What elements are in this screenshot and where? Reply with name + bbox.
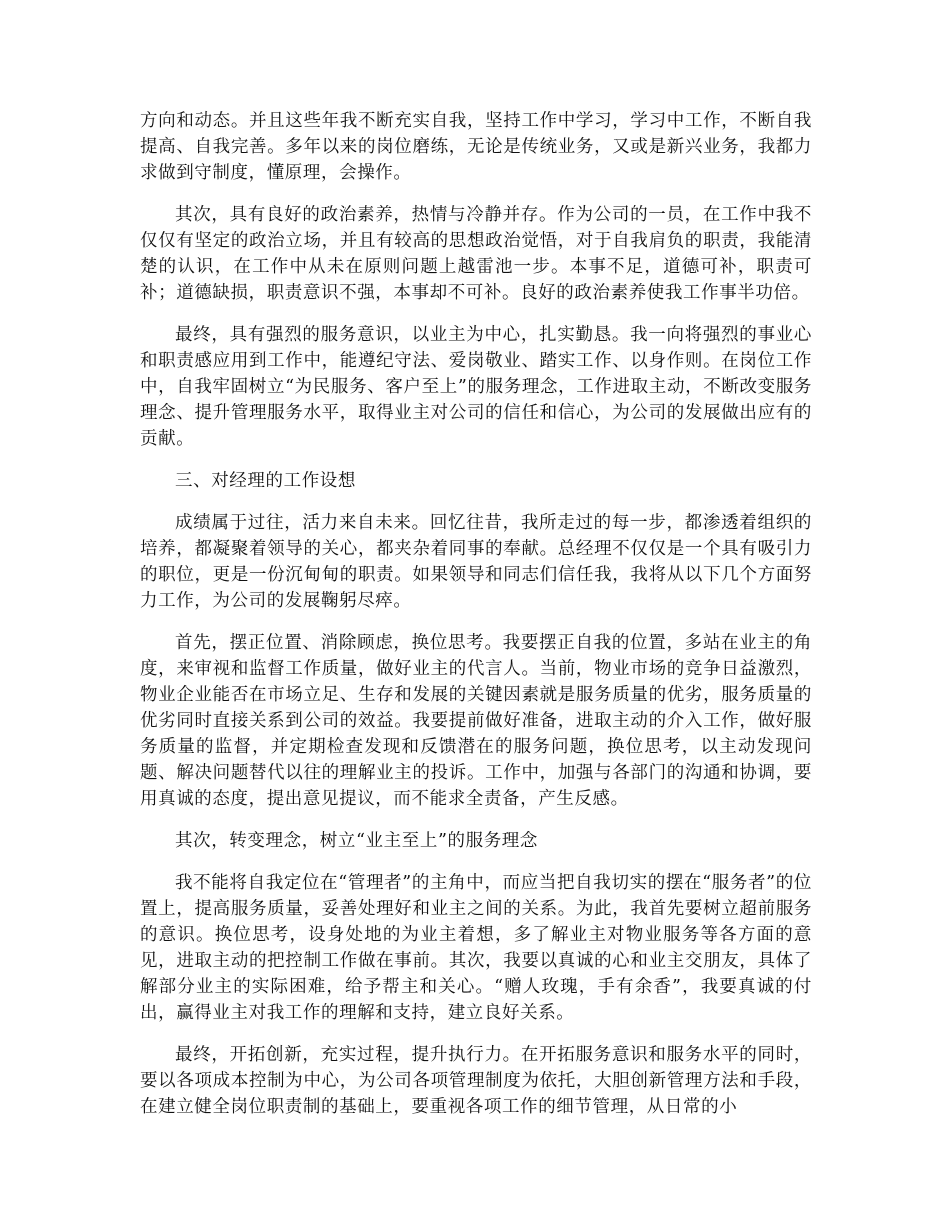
section-heading-work-plan: 三、对经理的工作设想 (175, 471, 356, 491)
paragraph-innovation: 最终，开拓创新，充实过程，提升执行力。在开拓服务意识和服务水平的同时，要以各项成本控制为中心，为公司各项管理制度为依托，大胆创新管理方法和手段，在建立健全岗位职责制的基础上，要重视各项工作的细节管理，从日常的小 (140, 1045, 812, 1117)
paragraph-continuation: 方向和动态。并且这些年我不断充实自我，坚持工作中学习，学习中工作，不断自我提高、自我完善。多年以来的岗位磨练，无论是传统业务，又或是新兴业务，我都力求做到守制度，懂原理，会操作。 (140, 111, 812, 183)
document-body (140, 108, 812, 1136)
paragraph-position-thinking: 首先，摆正位置、消除顾虑，换位思考。我要摆正自我的位置，多站在业主的角度，来审视和监督工作质量，做好业主的代言人。当前，物业市场的竞争日益激烈，物业企业能否在市场立足、生存和发展的关键因素就是服务质量的优劣，服务质量的优劣同时直接关系到公司的效益。我要提前做好准备，进取主动的介入工作，做好服务质量的监督，并定期检查发现和反馈潜在的服务问题，换位思考，以主动发现问题、解决问题替代以往的理解业主的投诉。工作中，加强与各部门的沟通和协调，要用真诚的态度，提出意见提议，而不能求全责备，产生反感。 (140, 633, 812, 809)
paragraph-concept-subheading: 其次，转变理念，树立“业主至上”的服务理念 (175, 831, 538, 851)
paragraph-service-awareness: 最终，具有强烈的服务意识，以业主为中心，扎实勤恳。我一向将强烈的事业心和职责感应用到工作中，能遵纪守法、爱岗敬业、踏实工作、以身作则。在岗位工作中，自我牢固树立“为民服务、客户至上”的服务理念，工作进取主动，不断改变服务理念、提升管理服务水平，取得业主对公司的信任和信心，为公司的发展做出应有的贡献。 (140, 325, 812, 449)
paragraph-political-quality: 其次，具有良好的政治素养，热情与冷静并存。作为公司的一员，在工作中我不仅仅有坚定的政治立场，并且有较高的思想政治觉悟，对于自我肩负的职责，我能清楚的认识，在工作中从未在原则问题上越雷池一步。本事不足，道德可补，职责可补；道德缺损，职责意识不强，本事却不可补。良好的政治素养使我工作事半功倍。 (140, 205, 812, 303)
paragraph-future-outlook: 成绩属于过往，活力来自未来。回忆往昔，我所走过的每一步，都渗透着组织的培养，都凝聚着领导的关心，都夹杂着同事的奉献。总经理不仅仅是一个具有吸引力的职位，更是一份沉甸甸的职责。如果领导和同志们信任我，我将从以下几个方面努力工作，为公司的发展鞠躬尽瘁。 (140, 513, 812, 611)
paragraph-service-role: 我不能将自我定位在“管理者”的主角中，而应当把自我切实的摆在“服务者”的位置上，提高服务质量，妥善处理好和业主之间的关系。为此，我首先要树立超前服务的意识。换位思考，设身处地的为业主着想，多了解业主对物业服务等各方面的意见，进取主动的把控制工作做在事前。其次，我要以真诚的心和业主交朋友，具体了解部分业主的实际困难，给予帮主和关心。“赠人玫瑰，手有余香”，我要真诚的付出，赢得业主对我工作的理解和支持，建立良好关系。 (140, 873, 812, 1023)
